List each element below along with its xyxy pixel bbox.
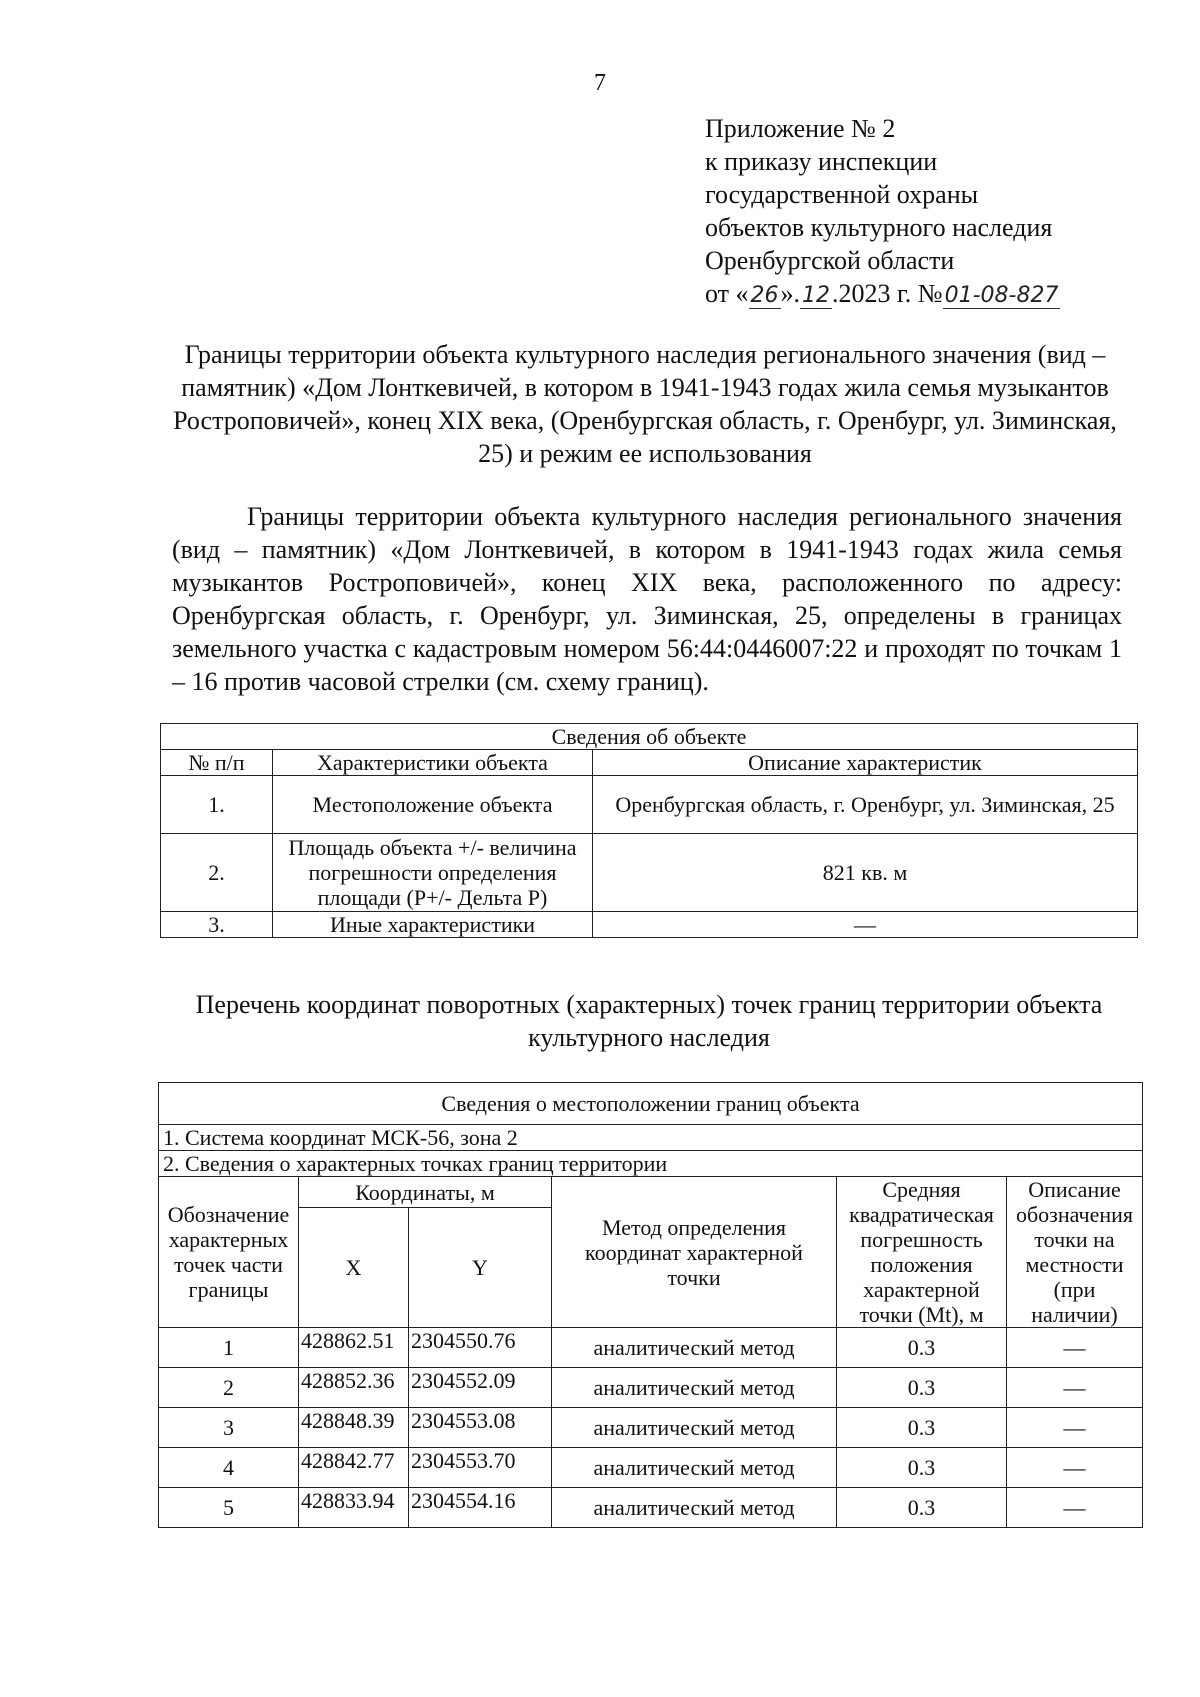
error: 0.3 <box>837 1448 1007 1488</box>
info-row-num: 2. <box>161 834 273 912</box>
point-id: 4 <box>159 1448 299 1488</box>
method: аналитический метод <box>552 1408 837 1448</box>
description: — <box>1007 1408 1143 1448</box>
info-header-num: № п/п <box>161 750 273 776</box>
document-title: Границы территории объекта культурного наследия регионального значения (вид – памятник) «Дом Лонткевичей, в котором в 1941-1943 годах жила семья музыкантов Ростроповичей», конец XIX века, (Оренбургская область, г. Оренбург, ул. Зиминская, 25) и режим ее использования <box>173 340 1117 468</box>
coord-x: 428848.39 <box>299 1408 409 1448</box>
method: аналитический метод <box>552 1488 837 1528</box>
header-x: X <box>299 1208 409 1328</box>
table-row <box>159 1328 1143 1368</box>
point-id: 1 <box>159 1328 299 1368</box>
coord-y: 2304553.08 <box>409 1408 552 1448</box>
page-number: 7 <box>594 70 606 96</box>
body-paragraph: Границы территории объекта культурного наследия регионального значения (вид – памятник) «Дом Лонткевичей, в котором в 1941-1943 годах жила семья музыкантов Ростроповичей», конец XIX века, расположенного по адресу: Оренбургская область, г. Оренбург, ул. Зиминская, 25, определены в границах земельного участка с кадастровым номером 56:44:0446007:22 и проходят по точкам 1 – 16 против часовой стрелки (см. схему границ). <box>172 502 1122 696</box>
table-row <box>159 1448 1143 1488</box>
header-error: Средняя квадратическая погрешность положения характерной точки (Mt), м <box>837 1177 1007 1328</box>
coord-table-caption: Сведения о местоположении границ объекта <box>159 1083 1143 1125</box>
date-day-handwritten: 26 <box>750 283 779 308</box>
method: аналитический метод <box>552 1328 837 1368</box>
object-info-table <box>160 723 1138 938</box>
error: 0.3 <box>837 1488 1007 1528</box>
table-row <box>159 1408 1143 1448</box>
header-point: Обозначение характерных точек части границы <box>159 1177 299 1328</box>
date-year: .2023 г. № <box>832 279 943 308</box>
coordinates-title: Перечень координат поворотных (характерных) точек границ территории объекта культурного наследия <box>195 990 1103 1052</box>
coord-y: 2304552.09 <box>409 1368 552 1408</box>
info-row-name: Местоположение объекта <box>273 776 593 834</box>
appendix-block <box>705 112 1060 310</box>
appendix-line: объектов культурного наследия <box>705 213 1053 242</box>
info-row-value: — <box>593 912 1138 938</box>
error: 0.3 <box>837 1368 1007 1408</box>
coord-x: 428842.77 <box>299 1448 409 1488</box>
info-row-num: 1. <box>161 776 273 834</box>
coord-y: 2304550.76 <box>409 1328 552 1368</box>
appendix-line: Приложение № 2 <box>705 114 896 143</box>
description: — <box>1007 1368 1143 1408</box>
info-row-value: 821 кв. м <box>593 834 1138 912</box>
coord-x: 428862.51 <box>299 1328 409 1368</box>
appendix-line: к приказу инспекции <box>705 147 938 176</box>
date-prefix: от « <box>705 279 749 308</box>
appendix-date-line <box>705 277 1060 310</box>
table-row <box>159 1488 1143 1528</box>
point-id: 2 <box>159 1368 299 1408</box>
error: 0.3 <box>837 1328 1007 1368</box>
info-row-name: Площадь объекта +/- величина погрешности определения площади (Р+/- Дельта Р) <box>273 834 593 912</box>
info-row-num: 3. <box>161 912 273 938</box>
info-row-value: Оренбургская область, г. Оренбург, ул. Зиминская, 25 <box>593 776 1138 834</box>
error: 0.3 <box>837 1408 1007 1448</box>
method: аналитический метод <box>552 1368 837 1408</box>
description: — <box>1007 1328 1143 1368</box>
appendix-line: государственной охраны <box>705 180 979 209</box>
date-month-handwritten: 12 <box>802 283 831 308</box>
coord-system: 1. Система координат МСК-56, зона 2 <box>159 1125 1143 1151</box>
header-description: Описание обозначения точки на местности (при наличии) <box>1007 1177 1143 1328</box>
info-table-caption: Сведения об объекте <box>161 724 1138 750</box>
header-coords: Координаты, м <box>299 1177 552 1208</box>
header-y: Y <box>409 1208 552 1328</box>
coord-x: 428833.94 <box>299 1488 409 1528</box>
date-separator: ». <box>780 279 801 308</box>
coord-y: 2304554.16 <box>409 1488 552 1528</box>
description: — <box>1007 1488 1143 1528</box>
point-id: 5 <box>159 1488 299 1528</box>
order-number-handwritten: 01-08-827 <box>944 283 1059 308</box>
description: — <box>1007 1448 1143 1488</box>
point-id: 3 <box>159 1408 299 1448</box>
appendix-line: Оренбургской области <box>705 246 955 275</box>
info-row-name: Иные характеристики <box>273 912 593 938</box>
header-method: Метод определения координат характерной точки <box>552 1177 837 1328</box>
coord-x: 428852.36 <box>299 1368 409 1408</box>
coord-y: 2304553.70 <box>409 1448 552 1488</box>
method: аналитический метод <box>552 1448 837 1488</box>
coord-section: 2. Сведения о характерных точках границ территории <box>159 1151 1143 1177</box>
info-header-value: Описание характеристик <box>593 750 1138 776</box>
info-header-name: Характеристики объекта <box>273 750 593 776</box>
table-row <box>159 1368 1143 1408</box>
coordinates-table <box>158 1082 1143 1528</box>
